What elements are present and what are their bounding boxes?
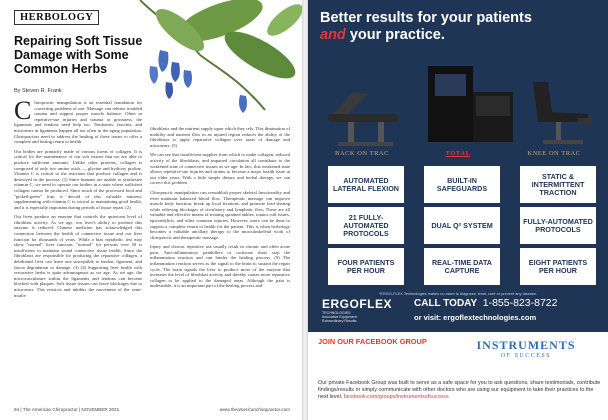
article-paragraph: Injury and chronic repetitive use usually result in chronic and often acute pain. Anti-inflammatory painkillers or cortisone shots stop the inflammation reaction and can hinder the healing process. (9) The inflammation reaction serves as the signal to the brain to sustain the repair cycle. The brain signals the liver to produce more of the enzyme that increases the level of fibroblast activity and thereby causes more reparative collagen to be applied to the damaged areas. Although the pain is undesirable, it is an important part of the healing process and <box>150 244 290 289</box>
article-column-2 <box>150 126 290 293</box>
logo-tagline: TECHNOLOGIES Innovative Equipment. Extraordinary Results. <box>322 311 358 323</box>
byline: By Steven R. Frank <box>14 88 62 94</box>
feature-box: FOUR PATIENTS PER HOUR <box>328 248 404 285</box>
ad-headline: Better results for your patients and your practice. <box>320 10 532 43</box>
drop-cap: C <box>14 96 32 125</box>
contact-bar <box>308 297 608 332</box>
feature-box: DUAL Q² SYSTEM <box>424 207 500 244</box>
call-line <box>414 297 557 309</box>
total-system-image <box>428 66 513 142</box>
feature-box: 21 FULLY-AUTOMATED PROTOCOLS <box>328 207 404 244</box>
brand-knee-on-trac: KNEE ON TRAC <box>527 150 581 157</box>
brand-total: TOTAL <box>445 150 471 157</box>
product-photos <box>308 52 608 152</box>
footer-url: www.theamericanchiropractor.com <box>219 407 290 412</box>
facebook-title: JOIN OUR FACEBOOK GROUP <box>318 337 427 346</box>
feature-box: FULLY-AUTOMATED PROTOCOLS <box>520 207 596 244</box>
section-tag: HERBOLOGY <box>14 10 99 25</box>
right-page-ad <box>308 0 608 420</box>
back-on-trac-table-image <box>328 92 398 146</box>
facebook-body: Our private Facebook Group was built to serve as a safe space for you to ask questions, share testimonials, contribute findings/results or simply communicate with other doctors who are using our equipment to take their practices to the next level. facebook.com/groups/instrumentsofsuccess <box>318 380 601 400</box>
ergoflex-logo: ERGOFLEX <box>322 297 393 311</box>
feature-box: AUTOMATED LATERAL FLEXION <box>328 166 404 203</box>
feature-column <box>328 166 404 289</box>
phone-number[interactable]: 1-855-823-8722 <box>482 297 558 309</box>
feature-column <box>424 166 500 289</box>
left-page <box>0 0 302 420</box>
article-paragraph: fibroblasts and the nutrient supply upon which they rely. This diminution of mobility and nutrient flow in an injured region reduces the ability of the fibroblasts to apply reparative collagen over areas of damage and microtears. (5) <box>150 126 290 148</box>
ad-panel <box>308 0 608 332</box>
article-paragraph: We can see that insufficient supplies from which to make collagen, reduced activity of the fibroblasts, and impaired circulation all contribute to the weakened state of connective tissues as we age. In fact, this weakened state allows repetitive-use injuries and strains to become a major health issue in our older years. With a little simple dietary and herbal therapy, we can correct this problem. <box>150 152 290 186</box>
article-paragraph: Our liven produce an enzyme that controls the quiescent level of fibroblast activity. As we age, our liver's ability to produce this enzyme is reduced. Chinese medicine has acknowledged this connection between the health of connective tissue and our liver function for thousands of years. While a bias metabolic test may show "normal" liver function, "normal" for persons over 50 is insufficient to maintain sound connective tissue health. Since the fibroblasts are responsible for producing the reparative collagen, a debilitated liver can leave one susceptible to tendon, ligament, and fascia degradation or damage. (3) (4) Supporting liver health with restorative herbs is quite advantageous as we age. As we age, the microvasculature within the ligaments and tendons can become blocked with plaques. Soft tissue tissues can leave blockages due to microtears. This restricts and inhibits the movement of the semi-motile <box>14 214 142 298</box>
article-paragraph: Our bodies are primarily made of various forms of collagen. It is critical for the maintenance of our soft tissues that we are able to produce sufficient amounts. Unlike other proteins, collagen is comprised of only two amino acids — glycine and hydroxy proline. Vitamin C is critical to the reactions that produce collagen and is destroyed in the process. (1) Since humans are unable to synthesize vitamin C, we need to operate our bodies in a state where sufficient collagen cannot be produced. Since much of the processed food and "picked-green" fruit is devoid of this valuable nutrient, supplementing with vitamin C is critical to maintaining good health, and it is especially important during periods of tissue repair. (2) <box>14 148 142 210</box>
folio: 94 | The American Chiropractor | NOVEMBER 2021 <box>14 407 120 412</box>
feature-box: STATIC & INTERMITTENT TRACTION <box>520 166 596 203</box>
call-label: CALL TODAY <box>414 298 478 309</box>
article-paragraph: Chiropractic manipulation is an essential foundation for correcting problems of use. Massage can release troubled trauma and support proper muscle balance. Often in repetitive-use injuries and trauma or grossness, the ligaments and tendons need help too. Tendonitis, fasciitis, and microtears in ligaments happen all too often in the aging population. Chiropractors need to address the healing of these issues to offer a complete and lasting return to health. <box>14 96 142 145</box>
page-footer <box>14 407 290 412</box>
headline-accent: and <box>320 27 346 43</box>
brand-back-on-trac: BACK ON TRAC <box>335 150 389 157</box>
feature-box: BUILT-IN SAFEGUARDS <box>424 166 500 203</box>
facebook-group-ad <box>308 332 608 420</box>
instruments-of-success-logo: INSTRUMENTS OF SUCCESS <box>476 338 576 359</box>
facebook-link[interactable]: facebook.com/groups/instrumentsofsuccess <box>343 394 449 400</box>
feature-box: EIGHT PATIENTS PER HOUR <box>520 248 596 285</box>
disclaimer: *ERGO-FLEX Technologies makes no claim to diagnose, treat, cure or prevent any disease. <box>378 291 538 296</box>
article-paragraph: Chiropractic manipulation can reestablish proper skeletal functionality and even maintain balanced blood flow. Therapeutic massage can improve muscle body function, break up local fixations, and promote load sharing while relieving blockages of circulatory and lymphatic flow. These are all valuable and effective means of treating sprained ankles, rotator cuff issues, epicondylitis, and other common injuries. However, more can be done to support a complete return to health for the patient. This is when herbology becomes a valuable ancillary therapy to the musculoskeletal work of chiropractic and therapeutic massage. <box>150 189 290 240</box>
website-link[interactable]: or visit: ergoflextechnologies.com <box>414 313 537 322</box>
feature-column <box>520 166 596 289</box>
knee-on-trac-chair-image <box>533 82 592 144</box>
article-column-1 <box>14 96 142 302</box>
feature-box: REAL-TIME DATA CAPTURE <box>424 248 500 285</box>
article-title: Repairing Soft Tissue Damage with Some Common Herbs <box>14 34 143 76</box>
